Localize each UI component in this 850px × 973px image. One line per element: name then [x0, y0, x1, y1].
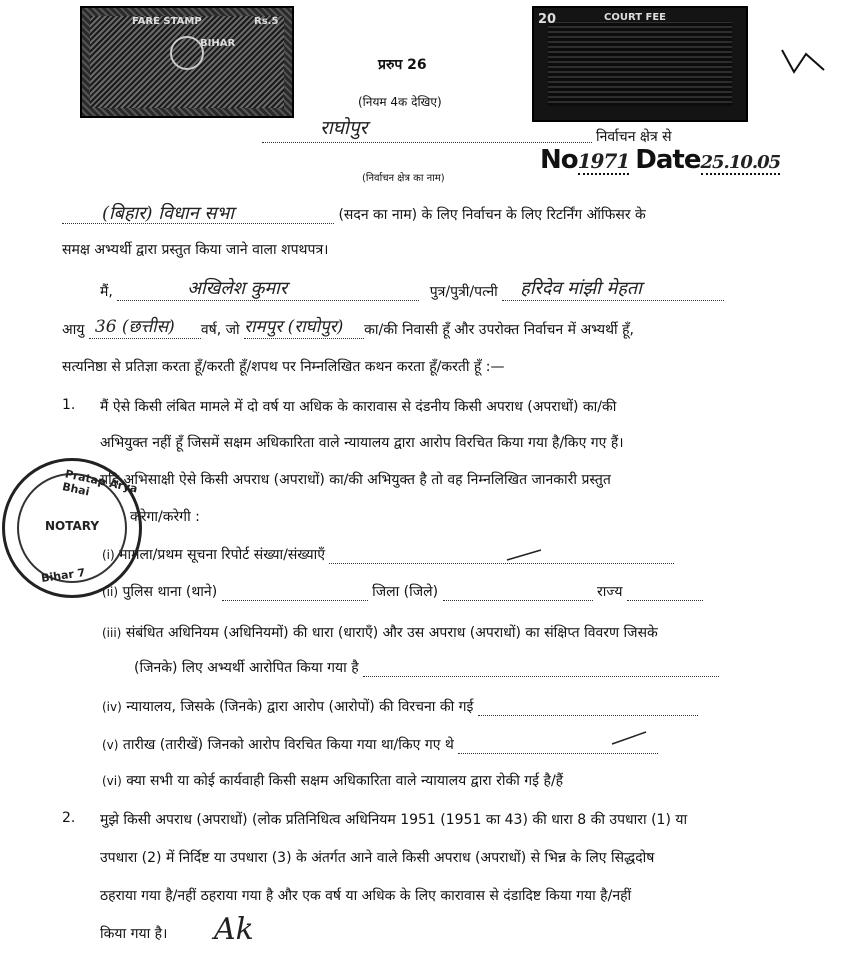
- sub-item-ii-state: राज्य: [596, 584, 623, 600]
- sub-item-vi: [102, 771, 563, 790]
- item-1-line-4: करेगा/करेगी :: [130, 509, 200, 525]
- emblem-icon: [170, 36, 204, 70]
- intro-line-1-text: (सदन का नाम) के लिए निर्वाचन के लिए रिटर्निंग ऑफिसर के: [338, 207, 646, 223]
- sub-item-i-text: मामला/प्रथम सूचना रिपोर्ट संख्या/संख्याएँ: [119, 547, 325, 563]
- sub-item-v-text: तारीख (तारीखें) जिनको आरोप विरचित किया गया था/किए गए थे: [122, 737, 454, 753]
- constituency-field: [262, 117, 592, 143]
- constituency-suffix: निर्वाचन क्षेत्र से: [596, 129, 672, 145]
- stamp-left-state: BIHAR: [200, 38, 236, 49]
- signature: Ak: [214, 912, 254, 947]
- sub-item-vi-text: क्या सभी या कोई कार्यवाही किसी सक्षम अधिकारिता वाले न्यायालय द्वारा रोकी गई है/हैं: [126, 773, 564, 789]
- date-value: 25.10.05: [700, 152, 781, 173]
- age-value: 36 (छत्तीस): [94, 317, 175, 337]
- sub-item-i-field: [329, 549, 674, 564]
- sub-item-iii: [102, 623, 658, 642]
- sub-item-iii-text: संबंधित अधिनियम (अधिनियमों) की धारा (धाराएँ) और उस अपराध (अपराधों) का संक्षिप्त विवरण जिसके: [125, 625, 658, 641]
- sub-item-v-number: (v): [102, 738, 119, 752]
- i-label: मैं,: [100, 284, 113, 300]
- sub-item-i: [102, 545, 674, 564]
- sub-item-ii-district: जिला (जिले): [372, 584, 439, 600]
- sub-item-iii-number: (iii): [102, 626, 122, 640]
- residence-rest: का/की निवासी हूँ और उपरोक्त निर्वाचन में अभ्यर्थी हूँ,: [364, 322, 634, 338]
- serial-number: [540, 145, 780, 175]
- stamp-left-value: Rs.5: [254, 16, 279, 27]
- pen-mark-icon: [610, 728, 650, 748]
- sub-item-i-number: (i): [102, 548, 115, 562]
- stamp-left-top: FARE STAMP: [132, 16, 202, 27]
- house-value: (बिहार) विधान सभा: [102, 203, 234, 224]
- rule-reference: (नियम 4क देखिए): [358, 95, 442, 109]
- item-1-number: 1.: [62, 397, 76, 413]
- deponent-name: अखिलेश कुमार: [187, 278, 288, 299]
- sub-item-vi-number: (vi): [102, 774, 122, 788]
- seal-outer-text: Pratap Arya Bhai: [61, 467, 139, 499]
- seal-bottom-text: Bihar 7: [40, 565, 87, 586]
- constituency-value: राघोपुर: [320, 117, 368, 139]
- age-rest: वर्ष, जो: [200, 322, 240, 338]
- item-1-line-3: यदि अभिसाक्षी ऐसे किसी अपराध (अपराधों) का/की अभियुक्त है तो वह निम्नलिखित जानकारी प्रस्तुत: [100, 472, 611, 488]
- item-2-line-3: ठहराया गया है/नहीं ठहराया गया है और एक वर्ष या अधिक के लिए कारावास से दंडादिष्ट किया गया है/नहीं: [100, 888, 632, 904]
- court-fee-stamp-left: [80, 6, 294, 118]
- age-label: आयु: [62, 322, 85, 338]
- constituency-caption: (निर्वाचन क्षेत्र का नाम): [362, 173, 445, 184]
- sub-item-ii-text: पुलिस थाना (थाने): [122, 584, 218, 600]
- seal-center-text: NOTARY: [45, 519, 100, 533]
- stamp-right-top: COURT FEE: [604, 12, 667, 23]
- sub-item-iv: [102, 697, 698, 716]
- item-2-line-1: मुझे किसी अपराध (अपराधों) (लोक प्रतिनिधित्व अधिनियम 1951 (1951 का 43) की धारा 8 की उपधारा (1) या: [100, 812, 688, 828]
- residence-value: रामपुर (राघोपुर): [244, 317, 344, 337]
- father-name: हरिदेव मांझी मेहता: [520, 278, 642, 299]
- item-2-line-2: उपधारा (2) में निर्दिष्ट या उपधारा (3) के अंतर्गत आने वाले किसी अपराध (अपराधों) से भिन्न के लिए सिद्धदोष: [100, 850, 655, 866]
- age-line: [62, 317, 634, 339]
- sub-item-iii-text-2: (जिनके) लिए अभ्यर्थी आरोपित किया गया है: [134, 660, 359, 676]
- no-value: 1971: [577, 149, 630, 173]
- no-label: No: [540, 145, 578, 175]
- sub-item-iv-text: न्यायालय, जिसके (जिनके) द्वारा आरोप (आरोपों) की विरचना की गई: [126, 699, 474, 715]
- oath-line: सत्यनिष्ठा से प्रतिज्ञा करता हूँ/करती हूँ/शपथ पर निम्नलिखित कथन करता हूँ/करती हूँ :—: [62, 359, 505, 375]
- relation-label: पुत्र/पुत्री/पत्नी: [429, 284, 498, 300]
- court-fee-stamp-right: [532, 6, 748, 122]
- item-1-line-2: अभियुक्त नहीं हूँ जिसमें सक्षम अधिकारिता वाले न्यायालय द्वारा आरोप विरचित किया गया है/किए गए हैं।: [100, 435, 624, 451]
- date-label: Date: [635, 145, 701, 175]
- intro-line-1: [62, 205, 646, 224]
- item-2-number: 2.: [62, 810, 76, 826]
- pen-mark-icon: [505, 548, 545, 562]
- notary-seal: [2, 458, 142, 598]
- sub-item-ii-number: (ii): [102, 585, 119, 599]
- sub-item-iii-cont: [134, 658, 719, 677]
- sub-item-ii: [102, 582, 703, 601]
- item-1-line-1: मैं ऐसे किसी लंबित मामले में दो वर्ष या अधिक के कारावास से दंडनीय किसी अपराध (अपराधों) का/की: [100, 399, 617, 415]
- stamp-right-value: 20: [538, 12, 557, 27]
- intro-line-2: समक्ष अभ्यर्थी द्वारा प्रस्तुत किया जाने वाला शपथपत्र।: [62, 242, 329, 258]
- form-number: प्ररुप 26: [378, 57, 427, 73]
- item-2-line-4: किया गया है।: [100, 926, 168, 942]
- corner-scribble-icon: [776, 40, 836, 80]
- sub-item-v: [102, 735, 658, 754]
- deponent-line: [100, 278, 724, 301]
- sub-item-iv-number: (iv): [102, 700, 122, 714]
